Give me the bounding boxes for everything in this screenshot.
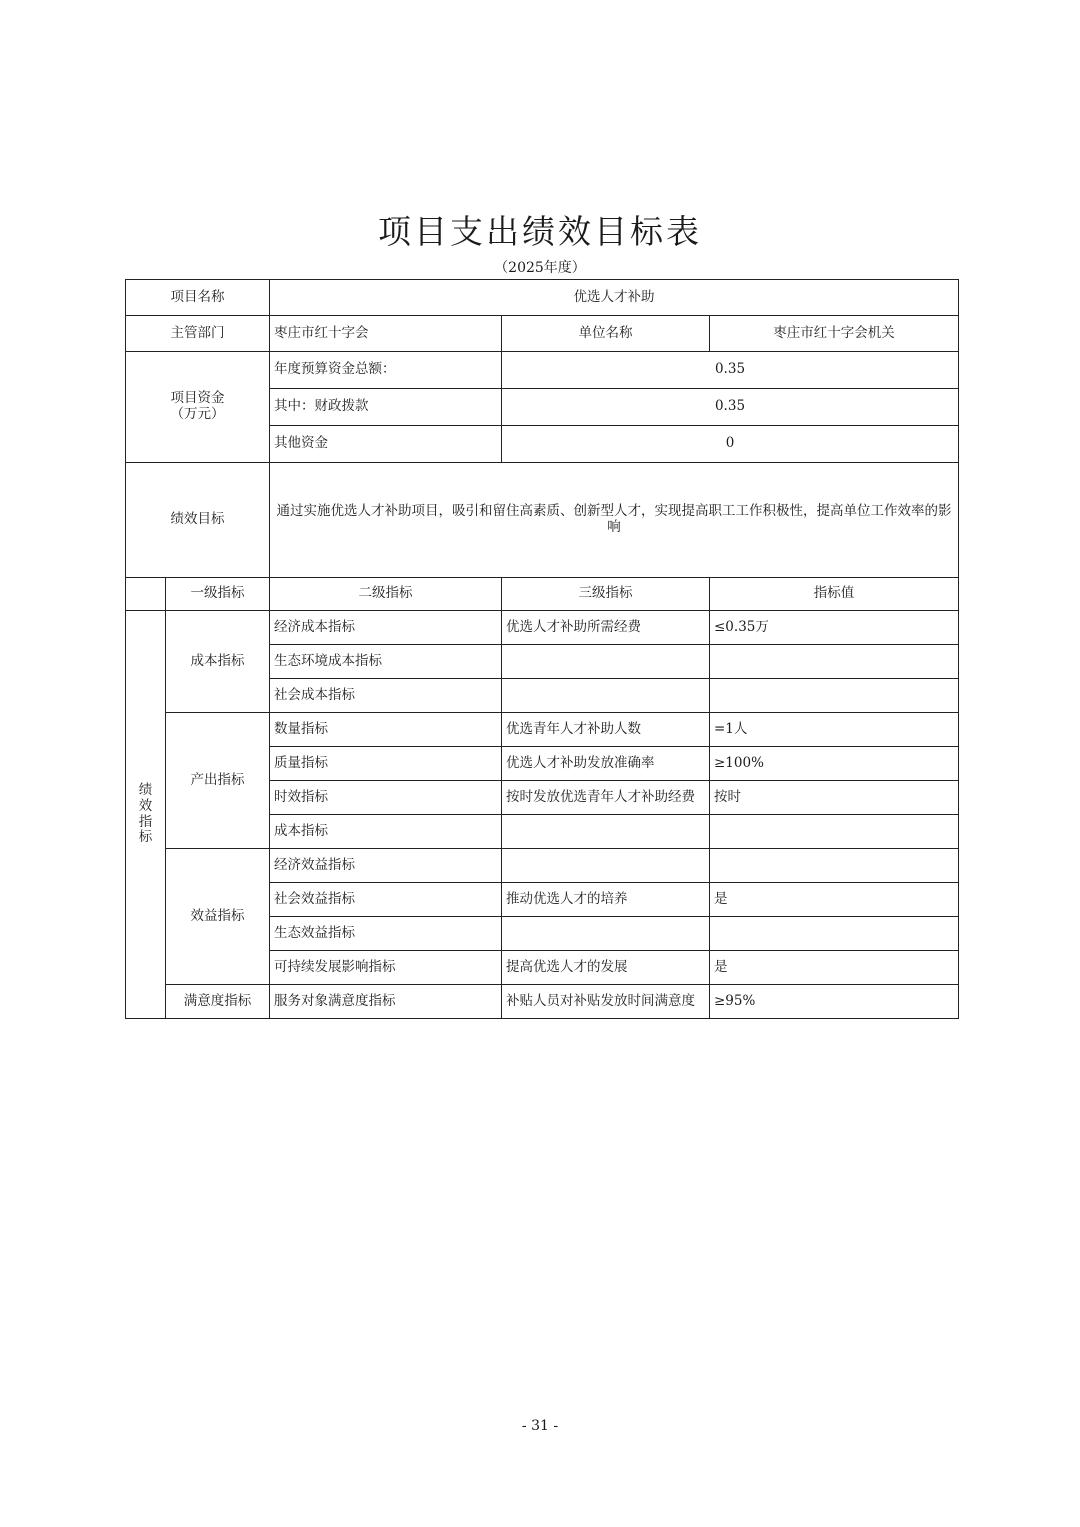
document-year: （2025年度） xyxy=(494,260,586,276)
level3-cell xyxy=(502,849,710,883)
level1-satisfaction: 满意度指标 xyxy=(166,985,270,1019)
value-cell xyxy=(710,645,959,679)
header-level1: 一级指标 xyxy=(166,578,270,611)
value-cell: 是 xyxy=(710,951,959,985)
level2-cell: 时效指标 xyxy=(270,781,502,815)
level2-cell: 可持续发展影响指标 xyxy=(270,951,502,985)
table-row xyxy=(126,985,959,1019)
level2-cell: 服务对象满意度指标 xyxy=(270,985,502,1019)
level3-cell: 按时发放优选青年人才补助经费 xyxy=(502,781,710,815)
value-cell: =1人 xyxy=(710,713,959,747)
level3-cell: 推动优选人才的培养 xyxy=(502,883,710,917)
level2-cell: 数量指标 xyxy=(270,713,502,747)
level3-cell: 补贴人员对补贴发放时间满意度 xyxy=(502,985,710,1019)
level2-cell: 生态环境成本指标 xyxy=(270,645,502,679)
level2-cell: 经济效益指标 xyxy=(270,849,502,883)
level3-cell xyxy=(502,917,710,951)
project-name-label: 项目名称 xyxy=(126,280,270,316)
unit-value: 枣庄市红十字会机关 xyxy=(710,316,959,352)
unit-label: 单位名称 xyxy=(502,316,710,352)
level1-output: 产出指标 xyxy=(166,713,270,849)
indicator-header-row xyxy=(126,578,959,611)
funds-other-value: 0 xyxy=(502,426,959,463)
row-goal xyxy=(126,463,959,578)
goal-label: 绩效目标 xyxy=(126,463,270,578)
header-level2: 二级指标 xyxy=(270,578,502,611)
side-char: 指 xyxy=(138,813,153,830)
value-cell: ≥95% xyxy=(710,985,959,1019)
performance-table xyxy=(125,279,959,1019)
side-char: 绩 xyxy=(138,782,153,799)
funds-fiscal-label: 其中：财政拨款 xyxy=(270,389,502,426)
project-name-value: 优选人才补助 xyxy=(270,280,959,316)
table-row xyxy=(126,713,959,747)
side-char: 标 xyxy=(138,829,153,846)
level2-cell: 社会效益指标 xyxy=(270,883,502,917)
value-cell xyxy=(710,815,959,849)
level3-cell: 提高优选人才的发展 xyxy=(502,951,710,985)
level3-cell xyxy=(502,679,710,713)
side-char: 效 xyxy=(138,797,153,814)
indicator-side-label xyxy=(126,611,166,1019)
header-level3: 三级指标 xyxy=(502,578,710,611)
value-cell: ≤0.35万 xyxy=(710,611,959,645)
level2-cell: 质量指标 xyxy=(270,747,502,781)
funds-label xyxy=(126,352,270,463)
value-cell xyxy=(710,849,959,883)
header-blank xyxy=(126,578,166,611)
level1-cost: 成本指标 xyxy=(166,611,270,713)
level2-cell: 生态效益指标 xyxy=(270,917,502,951)
row-project-name xyxy=(126,280,959,316)
value-cell xyxy=(710,679,959,713)
value-cell: 按时 xyxy=(710,781,959,815)
value-cell: ≥100% xyxy=(710,747,959,781)
level3-cell xyxy=(502,645,710,679)
value-cell: 是 xyxy=(710,883,959,917)
funds-total-value: 0.35 xyxy=(502,352,959,389)
document-title: 项目支出绩效目标表 xyxy=(378,212,702,251)
department-label: 主管部门 xyxy=(126,316,270,352)
row-funds-total xyxy=(126,352,959,389)
level2-cell: 经济成本指标 xyxy=(270,611,502,645)
value-cell xyxy=(710,917,959,951)
table-row xyxy=(126,611,959,645)
level2-cell: 社会成本指标 xyxy=(270,679,502,713)
funds-other-label: 其他资金 xyxy=(270,426,502,463)
funds-label-line2: （万元） xyxy=(170,406,225,422)
table-row xyxy=(126,849,959,883)
goal-text: 通过实施优选人才补助项目，吸引和留住高素质、创新型人才，实现提高职工工作积极性，提高单位工作效率的影响 xyxy=(270,463,959,578)
level3-cell: 优选青年人才补助人数 xyxy=(502,713,710,747)
level3-cell: 优选人才补助所需经费 xyxy=(502,611,710,645)
level1-benefit: 效益指标 xyxy=(166,849,270,985)
level3-cell xyxy=(502,815,710,849)
page-number: - 31 - xyxy=(521,1418,559,1434)
department-value: 枣庄市红十字会 xyxy=(270,316,502,352)
row-department xyxy=(126,316,959,352)
level2-cell: 成本指标 xyxy=(270,815,502,849)
funds-total-label: 年度预算资金总额： xyxy=(270,352,502,389)
header-value: 指标值 xyxy=(710,578,959,611)
funds-label-line1: 项目资金 xyxy=(170,390,225,407)
funds-fiscal-value: 0.35 xyxy=(502,389,959,426)
level3-cell: 优选人才补助发放准确率 xyxy=(502,747,710,781)
